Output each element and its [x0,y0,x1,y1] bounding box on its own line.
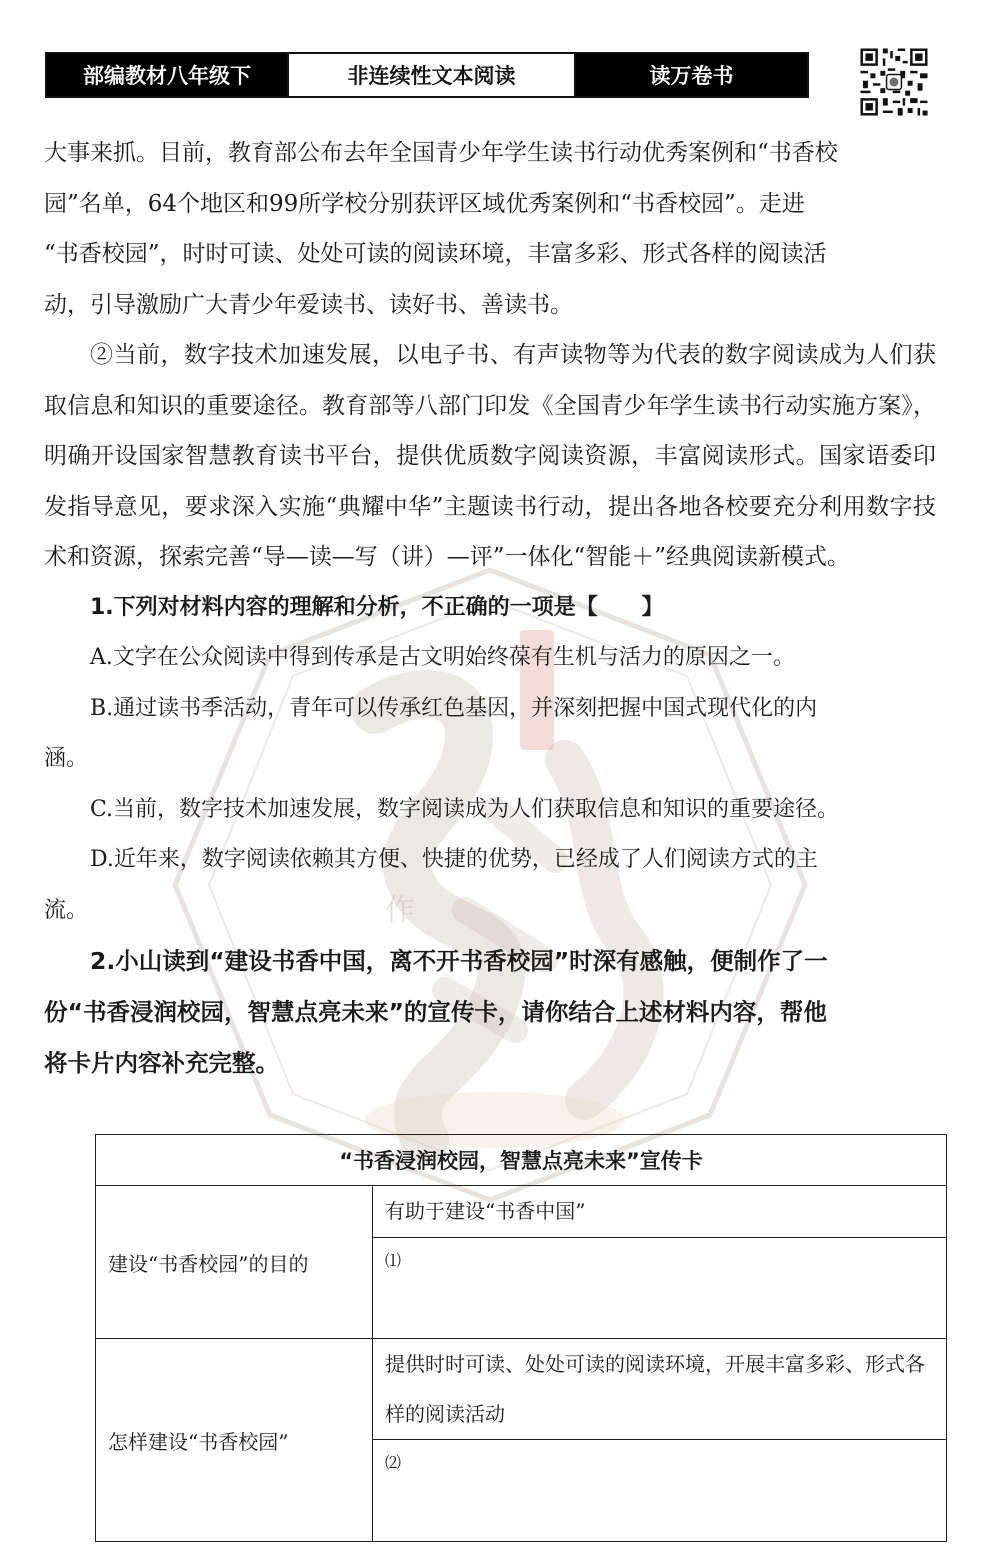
passage-line: 动，引导激励广大青少年爱读书、读好书、善读书。 [44,291,573,318]
header-bar [45,52,809,98]
card-row-label-how: 怎样建设“书香校园” [96,1339,373,1542]
option-d-continued: 流。 [44,897,89,923]
option-a[interactable]: A.文字在公众阅读中得到传承是古文明始终葆有生机与活力的原因之一。 [90,645,795,670]
option-c[interactable]: C.当前，数字技术加速发展，数字阅读成为人们获取信息和知识的重要途径。 [90,796,840,822]
card-given-answer-1: 有助于建设“书香中国” [373,1186,947,1238]
option-b-continued: 涵。 [44,746,89,771]
passage-line: 园”名单，64个地区和99所学校分别获评区域优秀案例和“书香校园”。走进 [44,190,805,217]
question-2-stem [44,936,936,1089]
watermark-text: 作 [385,893,415,928]
header-series-label: 读万卷书 [576,54,807,96]
promotion-card-table [95,1134,947,1542]
question-2-line: 将卡片内容补充完整。 [44,1049,279,1077]
header-section-title: 非连续性文本阅读 [287,54,576,96]
card-answer-blank-1[interactable]: ⑴ [373,1238,947,1339]
qr-code-icon [858,46,930,118]
card-row-label-purpose: 建设“书香校园”的目的 [96,1186,373,1339]
option-b[interactable]: B.通过读书季活动，青年可以传承红色基因，并深刻把握中国式现代化的内 [90,695,818,721]
question-2-line: 2.小山读到“建设书香中国，离不开书香校园”时深有感触，便制作了一 [90,947,828,975]
header-grade-label: 部编教材八年级下 [47,54,287,96]
passage-line: 大事来抓。目前，教育部公布去年全国青少年学生读书行动优秀案例和“书香校 [44,140,838,166]
question-2-line: 份“书香浸润校园，智慧点亮未来”的宣传卡，请你结合上述材料内容，帮他 [44,998,827,1026]
passage-paragraph-2: ②当前，数字技术加速发展，以电子书、有声读物等为代表的数字阅读成为人们获取信息和知识的重要途径。教育部等八部门印发《全国青少年学生读书行动实施方案》，明确开设国家智慧教育读书平台，提供优质数字阅读资源，丰富阅读形式。国家语委印发指导意见，要求深入实施“典耀中华”主题读书行动，提出各地各校要充分利用数字技术和资源，探索完善“导—读—写（讲）—评”一体化“智能＋”经典阅读新模式。 [44,342,936,570]
option-d[interactable]: D.近年来，数字阅读依赖其方便、快捷的优势，已经成了人们阅读方式的主 [90,847,818,872]
card-answer-blank-2[interactable]: ⑵ [373,1440,947,1542]
passage-line: “书香校园”，时时可读、处处可读的阅读环境，丰富多彩、形式各样的阅读活 [44,241,827,267]
card-given-answer-2: 提供时时可读、处处可读的阅读环境，开展丰富多彩、形式各样的阅读活动 [373,1339,947,1440]
card-title: “书香浸润校园，智慧点亮未来”宣传卡 [96,1135,947,1186]
question-1-stem: 1.下列对材料内容的理解和分析，不正确的一项是【 】 [90,594,664,620]
reading-passage [44,128,936,1089]
